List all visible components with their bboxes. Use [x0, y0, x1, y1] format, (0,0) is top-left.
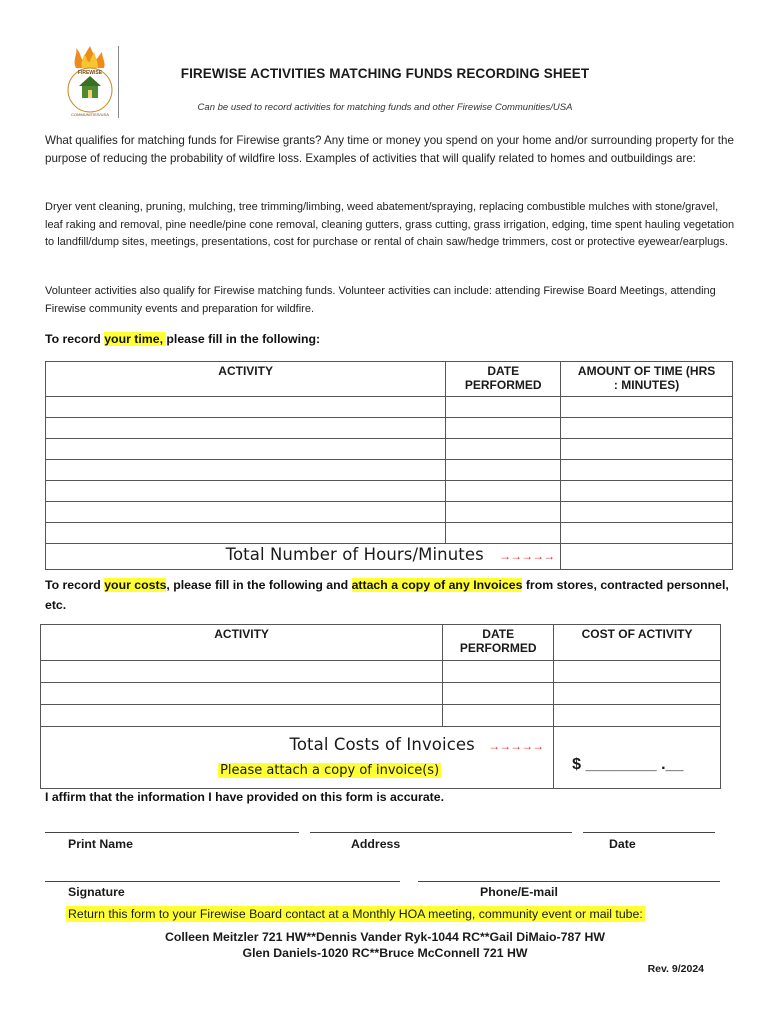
- time-activity-cell[interactable]: [46, 460, 446, 481]
- cost-activity-cell[interactable]: [41, 683, 443, 705]
- intro-paragraph-1: What qualifies for matching funds for Firewise grants? Any time or money you spend on your home and/or surrounding property for the purpose of reducing the probability of wildfire loss. Examples of activities that will qualify related to homes and outbuildings are:: [45, 134, 734, 165]
- time-heading-highlight: your time,: [104, 332, 167, 346]
- cost-total-label: Total Costs of Invoices: [289, 735, 475, 754]
- date-label: Date: [609, 837, 636, 851]
- time-amount-cell[interactable]: [561, 397, 733, 418]
- cost-date-cell[interactable]: [443, 705, 554, 727]
- table-row: [46, 418, 733, 439]
- time-amount-cell[interactable]: [561, 481, 733, 502]
- cost-heading-highlight-2: attach a copy of any Invoices: [351, 578, 523, 592]
- time-col-amount: AMOUNT OF TIME (HRS : MINUTES): [561, 362, 733, 397]
- cost-activity-cell[interactable]: [41, 661, 443, 683]
- time-date-cell[interactable]: [446, 460, 561, 481]
- time-activity-cell[interactable]: [46, 481, 446, 502]
- attach-invoice-note: Please attach a copy of invoice(s): [220, 763, 440, 778]
- page-title: FIREWISE ACTIVITIES MATCHING FUNDS RECORDING SHEET: [180, 66, 590, 81]
- table-row: [46, 481, 733, 502]
- time-date-cell[interactable]: [446, 397, 561, 418]
- time-date-cell[interactable]: [446, 418, 561, 439]
- time-date-cell[interactable]: [446, 481, 561, 502]
- signature-label: Signature: [68, 885, 125, 899]
- time-activity-cell[interactable]: [46, 439, 446, 460]
- cost-heading-highlight-1: your costs: [104, 578, 167, 592]
- time-heading-lead: To record: [45, 332, 105, 346]
- cost-date-cell[interactable]: [443, 661, 554, 683]
- time-col-activity: ACTIVITY: [46, 362, 446, 397]
- time-date-cell[interactable]: [446, 439, 561, 460]
- time-date-cell[interactable]: [446, 502, 561, 523]
- phone-email-label: Phone/E-mail: [480, 885, 558, 899]
- cost-activity-cell[interactable]: [41, 705, 443, 727]
- cost-heading-mid: , please fill in the following and: [166, 578, 352, 592]
- table-row: [46, 523, 733, 544]
- attach-note-wrap: [218, 758, 441, 783]
- time-activity-cell[interactable]: [46, 418, 446, 439]
- print-name-line[interactable]: [45, 832, 299, 833]
- table-row: [41, 661, 721, 683]
- time-section-heading: [45, 332, 320, 346]
- phone-email-line[interactable]: [418, 881, 720, 882]
- affirm-statement: I affirm that the information I have provided on this form is accurate.: [45, 790, 445, 804]
- time-col-date: DATE PERFORMED: [446, 362, 561, 397]
- logo-text-top: FIREWISE: [77, 70, 103, 76]
- time-activity-cell[interactable]: [46, 397, 446, 418]
- contacts-line-2: Glen Daniels-1020 RC**Bruce McConnell 721 HW: [242, 946, 528, 960]
- table-row: [46, 397, 733, 418]
- table-row: [46, 460, 733, 481]
- cost-amount-cell[interactable]: [554, 683, 721, 705]
- cost-date-cell[interactable]: [443, 683, 554, 705]
- address-line[interactable]: [310, 832, 572, 833]
- time-amount-cell[interactable]: [561, 502, 733, 523]
- time-table: [45, 361, 733, 570]
- cost-col-cost: COST OF ACTIVITY: [554, 625, 721, 661]
- cost-total-row: [41, 727, 721, 789]
- logo-text-bottom: COMMUNITIES/USA: [71, 112, 109, 117]
- table-row: [46, 502, 733, 523]
- intro-paragraph-2: Dryer vent cleaning, pruning, mulching, tree trimming/limbing, weed abatement/spraying, replacing combustible mulches with stone/gravel, leaf raking and removal, pine needle/pine cone removal, cleaning gutters, grass cutting, grass irrigation, edging, time spent hauling vegetation to landfill/dump sites, meetings, presentations, cost for purchase or rental of chain saw/hedge trimmers, cost or protective eyewear/earplugs.: [45, 201, 735, 248]
- page-subtitle: Can be used to record activities for matching funds and other Firewise Communities/USA: [197, 102, 573, 113]
- contacts-line-1: Colleen Meitzler 721 HW**Dennis Vander Ryk-1044 RC**Gail DiMaio-787 HW: [164, 930, 606, 944]
- print-name-label: Print Name: [68, 837, 133, 851]
- cost-total-arrows: →→→→→: [488, 739, 544, 753]
- time-table-header: [46, 362, 733, 397]
- table-row: [46, 439, 733, 460]
- address-label: Address: [351, 837, 401, 851]
- table-row: [41, 683, 721, 705]
- cost-total-dollar-field[interactable]: $ ________ .__: [554, 727, 721, 789]
- time-amount-cell[interactable]: [561, 523, 733, 544]
- return-note: Return this form to your Firewise Board contact at a Monthly HOA meeting, community event or mail tube:: [68, 907, 643, 921]
- cost-heading-lead: To record: [45, 578, 105, 592]
- date-line[interactable]: [583, 832, 715, 833]
- time-total-cell: [46, 544, 561, 570]
- cost-table-header: [41, 625, 721, 661]
- cost-col-activity: ACTIVITY: [41, 625, 443, 661]
- cost-table: [40, 624, 721, 789]
- time-activity-cell[interactable]: [46, 502, 446, 523]
- intro-paragraph-3: Volunteer activities also qualify for Firewise matching funds. Volunteer activities can include: attending Firewise Board Meetings, attending Firewise community events and preparation for wildfire.: [45, 285, 716, 315]
- time-total-label: Total Number of Hours/Minutes: [225, 545, 484, 564]
- time-amount-cell[interactable]: [561, 439, 733, 460]
- table-row: [41, 705, 721, 727]
- time-total-value-cell[interactable]: [561, 544, 733, 570]
- cost-amount-cell[interactable]: [554, 705, 721, 727]
- time-amount-cell[interactable]: [561, 460, 733, 481]
- time-date-cell[interactable]: [446, 523, 561, 544]
- time-amount-cell[interactable]: [561, 418, 733, 439]
- cost-amount-cell[interactable]: [554, 661, 721, 683]
- time-activity-cell[interactable]: [46, 523, 446, 544]
- cost-total-cell: [41, 727, 554, 789]
- cost-col-date: DATE PERFORMED: [443, 625, 554, 661]
- cost-heading-rest: from stores, contracted personnel, etc.: [45, 578, 729, 612]
- time-heading-rest: please fill in the following:: [166, 332, 321, 346]
- time-total-row: [46, 544, 733, 570]
- revision-label: Rev. 9/2024: [647, 963, 704, 975]
- signature-line[interactable]: [45, 881, 400, 882]
- cost-section-heading: [45, 576, 735, 615]
- time-total-arrows: →→→→→: [499, 549, 555, 563]
